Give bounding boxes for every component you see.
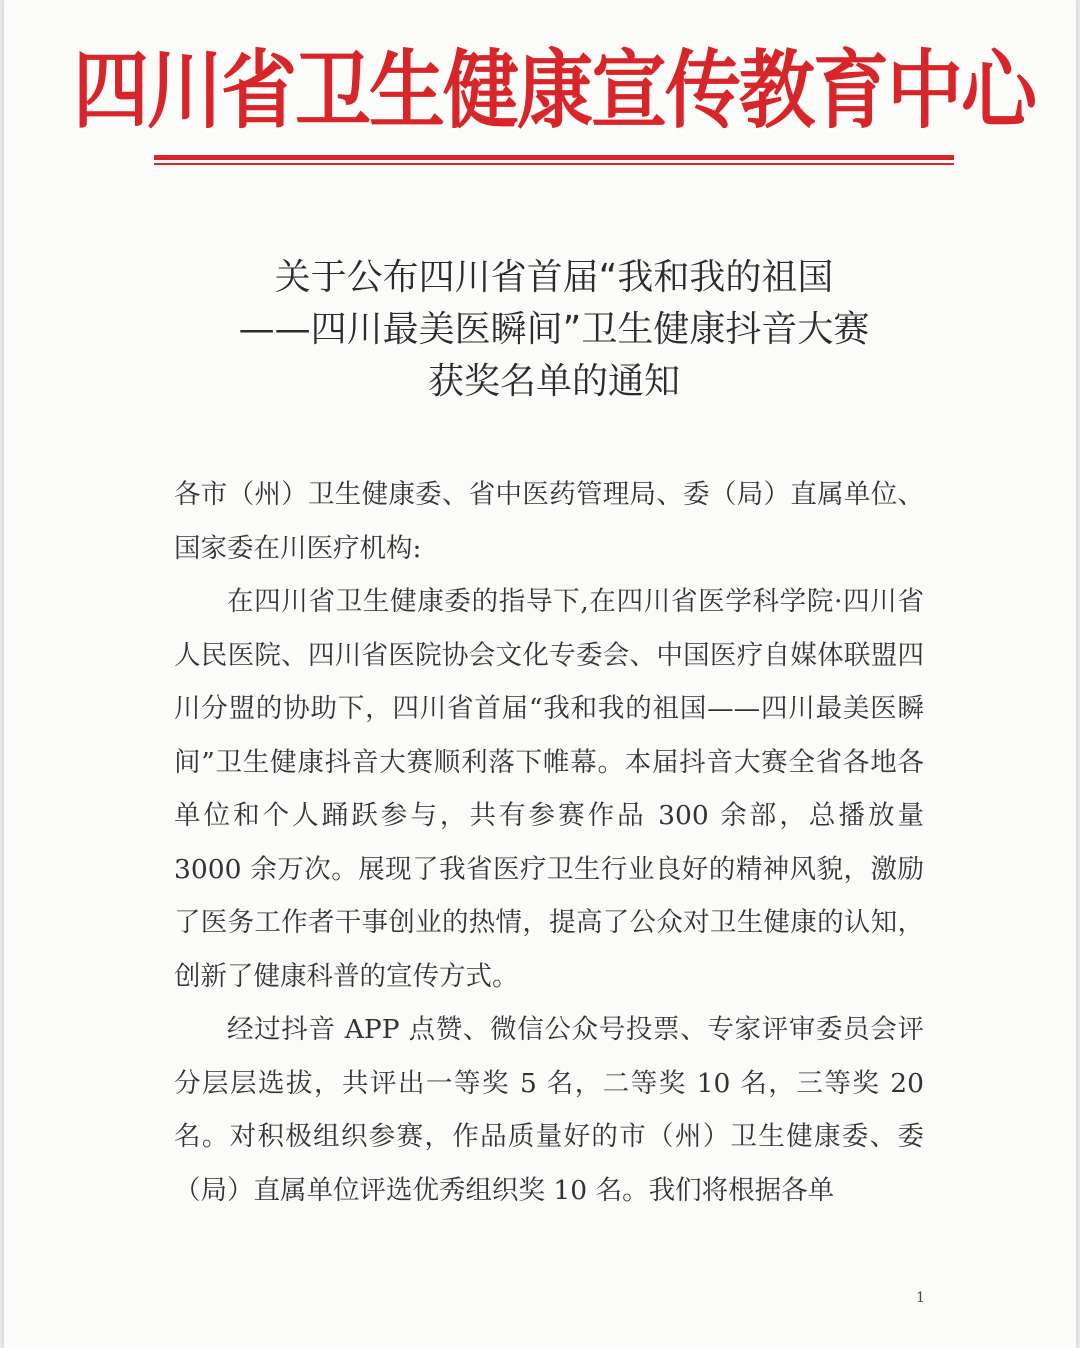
notice-body	[174, 468, 924, 1217]
notice-title	[154, 252, 954, 408]
letterhead-rule-thin	[154, 163, 954, 165]
letterhead-rule-thick	[154, 155, 954, 160]
notice-title-line-1: 关于公布四川省首届“我和我的祖国	[274, 257, 834, 298]
page-number: 1	[916, 1290, 925, 1306]
salutation: 各市（州）卫生健康委、省中医药管理局、委（局）直属单位、国家委在川医疗机构:	[174, 479, 924, 564]
letterhead-title: 四川省卫生健康宣传教育中心	[73, 39, 1035, 140]
paragraph-1: 在四川省卫生健康委的指导下,在四川省医学科学院·四川省人民医院、四川省医院协会文化专委会、中国医疗自媒体联盟四川分盟的协助下，四川省首届“我和我的祖国——四川最美医瞬间”卫生健康抖音大赛顺利落下帷幕。本届抖音大赛全省各地各单位和个人踊跃参与，共有参赛作品 300 余部，总播放量 3000 余万次。展现了我省医疗卫生行业良好的精神风貌，激励了医务工作者干事创业的热情，提高了公众对卫生健康的认知，创新了健康科普的宣传方式。	[174, 586, 924, 992]
paragraph-2: 经过抖音 APP 点赞、微信公众号投票、专家评审委员会评分层层选拔，共评出一等奖 5 名，二等奖 10 名，三等奖 20 名。对积极组织参赛，作品质量好的市（州）卫生健康委、委（局）直属单位评选优秀组织奖 10 名。我们将根据各单	[174, 1014, 924, 1206]
document-page	[4, 0, 1076, 1348]
notice-title-line-3: 获奖名单的通知	[427, 361, 680, 402]
notice-title-line-2: ——四川最美医瞬间”卫生健康抖音大赛	[238, 309, 870, 350]
